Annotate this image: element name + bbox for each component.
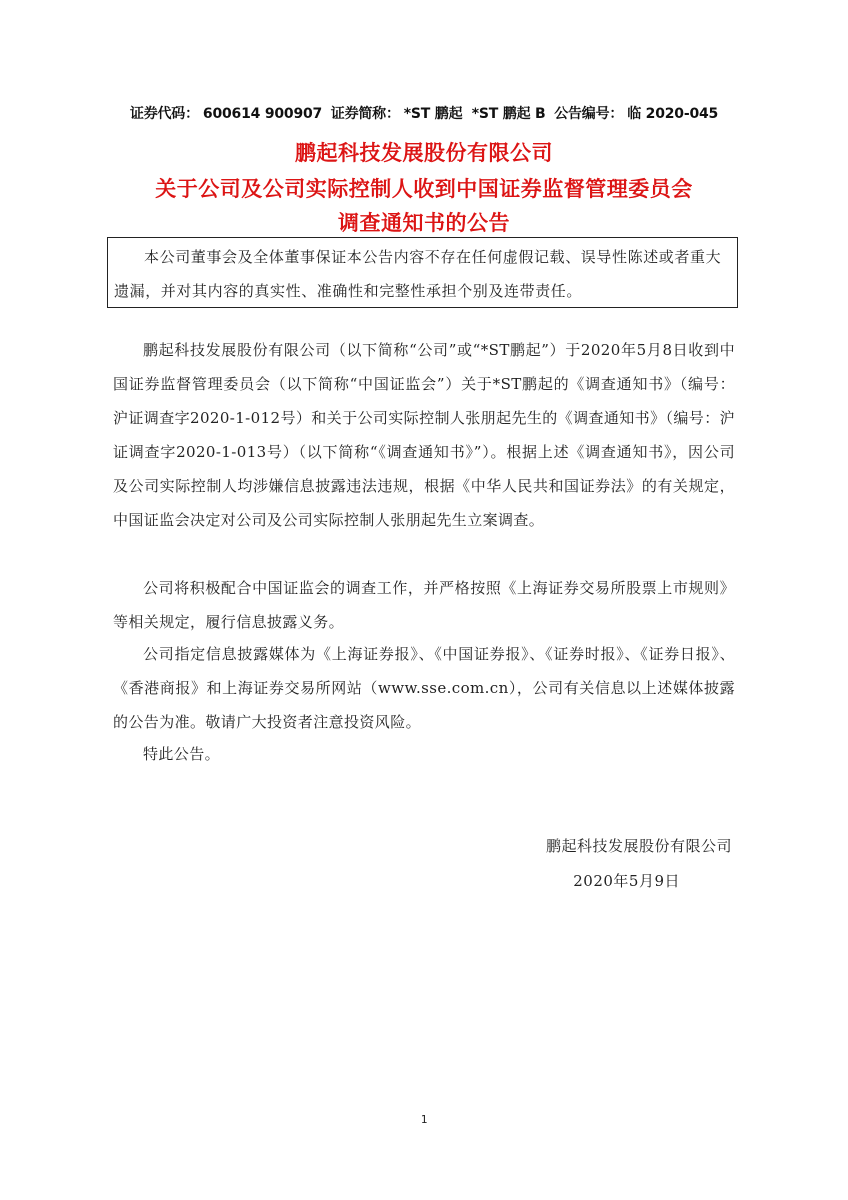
stock-names: *ST 鹏起 *ST 鹏起 B <box>403 106 546 122</box>
stock-code-label: 证券代码： <box>129 106 199 122</box>
body-paragraph-3: 公司指定信息披露媒体为《上海证券报》、《中国证券报》、《证券时报》、《证券日报》、《香港商报》和上海证券交易所网站（www.sse.com.cn），公司有关信息以上述媒体披露的公告为准。敬请广大投资者注意投资风险。 <box>113 645 735 731</box>
announcement-header <box>0 103 848 123</box>
stock-name-label: 证券简称： <box>330 106 400 122</box>
announcement-no: 临 2020-045 <box>627 106 719 122</box>
announcement-title-line-1: 关于公司及公司实际控制人收到中国证券监督管理委员会 <box>155 177 693 201</box>
signature-date: 2020年5月9日 <box>573 872 680 890</box>
body-paragraph-closing: 特此公告。 <box>143 745 221 763</box>
body-paragraph-1: 鹏起科技发展股份有限公司（以下简称“公司”或“*ST鹏起”）于2020年5月8日收到中国证券监督管理委员会（以下简称“中国证监会”）关于*ST鹏起的《调查通知书》（编号：沪证调查字2020-1-012号）和关于公司实际控制人张朋起先生的《调查通知书》（编号：沪证调查字2020-1-013号）（以下简称“《调查通知书》”）。根据上述《调查通知书》，因公司及公司实际控制人均涉嫌信息披露违法违规，根据《中华人民共和国证券法》的有关规定，中国证监会决定对公司及公司实际控制人张朋起先生立案调查。 <box>113 341 735 529</box>
board-guarantee-box <box>107 237 738 308</box>
body-paragraph-2: 公司将积极配合中国证监会的调查工作，并严格按照《上海证券交易所股票上市规则》等相关规定，履行信息披露义务。 <box>113 579 735 631</box>
company-title: 鹏起科技发展股份有限公司 <box>295 141 553 165</box>
announcement-title-line-2: 调查通知书的公告 <box>338 211 510 235</box>
board-guarantee-text: 本公司董事会及全体董事保证本公告内容不存在任何虚假记载、误导性陈述或者重大遗漏，并对其内容的真实性、准确性和完整性承担个别及连带责任。 <box>114 248 722 300</box>
announcement-no-label: 公告编号： <box>554 106 624 122</box>
signature-company: 鹏起科技发展股份有限公司 <box>545 837 732 855</box>
stock-codes: 600614 900907 <box>202 106 323 122</box>
page-number: 1 <box>420 1113 428 1126</box>
